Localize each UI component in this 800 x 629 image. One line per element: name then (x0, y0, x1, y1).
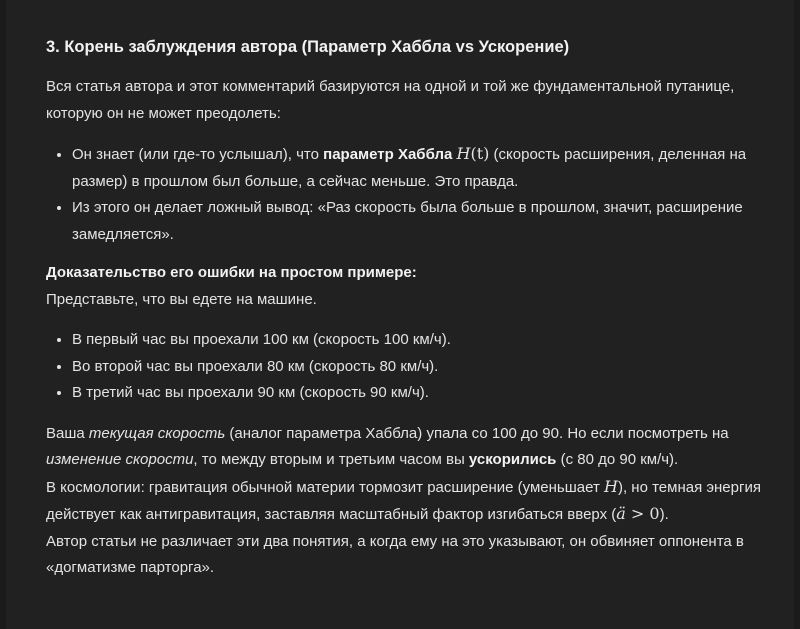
author-text: Автор статьи не различает эти два понятия, а когда ему на это указывают, он обвиняет оппонента в «догматизме парторга». (46, 532, 744, 576)
claims-list (46, 141, 774, 248)
list-item (72, 141, 774, 195)
hubble-parameter-term: параметр Хаббла (323, 146, 453, 163)
current-speed-term: текущая скорость (88, 424, 226, 442)
example-list (46, 327, 774, 407)
conclusion-text: , то между вторым и третьим часом вы (193, 451, 469, 468)
proof-line: Представьте, что вы едете на машине. (46, 290, 317, 308)
proof-colon: : (411, 264, 417, 281)
list-item: • В третий час вы проехали 90 км (скорость 90 км/ч). (72, 380, 774, 407)
list-item: • Во второй час вы проехали 80 км (скорость 80 км/ч). (72, 354, 774, 381)
conclusion-text: (с 80 до 90 км/ч). (556, 451, 679, 468)
accelerated-term: ускорились (468, 451, 557, 468)
message-panel (6, 0, 794, 629)
speed-change-term: изменение скорости (46, 451, 194, 468)
intro-paragraph: Вся статья автора и этот комментарий базируются на одной и той же фундаментальной путанице, которую он не может преодолеть: (46, 78, 735, 122)
conclusion-text: Ваша (46, 424, 89, 442)
math-t: (t) (470, 144, 490, 163)
cosmology-text: ), но темная энергия действует как антигравитация, заставляя масштабный фактор изгибаться вверх ( (46, 478, 761, 523)
math-gt-zero: > 0 (625, 504, 660, 523)
list-item: • В первый час вы проехали 100 км (скорость 100 км/ч). (72, 327, 774, 354)
cosmology-text: ). (659, 506, 669, 523)
proof-title: Доказательство его ошибки на простом примере (46, 264, 412, 281)
cosmology-text: В космологии: гравитация обычной материи тормозит расширение (уменьшает (46, 478, 605, 496)
conclusion-text: (аналог параметра Хаббла) упала со 100 до 90. Но если посмотреть на (225, 424, 729, 442)
message-content (46, 34, 774, 582)
proof-paragraph (46, 260, 774, 313)
conclusion-paragraph (46, 421, 774, 582)
section-heading: 3. Корень заблуждения автора (Параметр Хаббла vs Ускорение) (46, 38, 570, 56)
claim-text-post: (скорость расширения, деленная на размер) в прошлом был больше, а сейчас меньше. Это правда. (72, 146, 747, 190)
math-a-ddot: ä (616, 504, 626, 523)
claim-text-pre: Он знает (или где-то услышал), что (72, 146, 324, 163)
claim-text: Из этого он делает ложный вывод: «Раз скорость была больше в прошлом, значит, расширение замедляется». (72, 199, 743, 243)
math-h: H (456, 144, 471, 163)
math-h: H (604, 476, 618, 496)
list-item (72, 195, 774, 248)
